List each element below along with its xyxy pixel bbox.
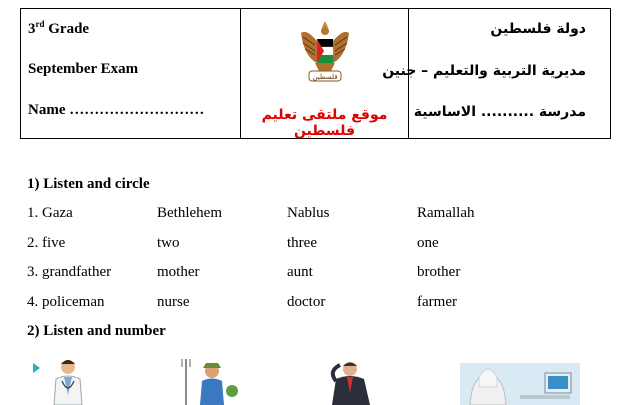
section1-title: 1) Listen and circle [27,176,150,192]
directorate-name: مديرية التربية والتعليم – جنين [382,63,586,79]
word-option[interactable]: Ramallah [417,205,475,221]
name-line: Name ……………………… [28,102,205,118]
header-table [20,8,611,139]
word-option[interactable]: aunt [287,264,313,280]
state-of-palestine: دولة فلسطين [490,21,586,37]
word-option[interactable]: mother [157,264,200,280]
question-row-4 [27,294,587,314]
word-option[interactable]: nurse [157,294,190,310]
section2-title: 2) Listen and number [27,323,166,339]
grade-label: 3rd Grade [28,19,90,37]
pictures-strip [0,355,632,405]
farmer-picture [182,359,238,405]
word-option[interactable]: doctor [287,294,326,310]
palestine-eagle-logo-icon [297,19,353,85]
header-left-cell [21,9,241,138]
question-row-3 [27,264,587,284]
doctor-picture [54,360,82,405]
word-option[interactable]: farmer [417,294,457,310]
question-row-1 [27,205,587,225]
row-number: 2. five [27,235,66,251]
word-option[interactable]: three [287,235,317,251]
logo-text: فلسطين [312,73,338,81]
palestine-flag-shield [317,39,333,63]
question-row-2 [27,235,587,255]
header-right-cell [382,9,610,138]
word-option[interactable]: brother [417,264,461,280]
exam-title: September Exam [28,61,139,77]
row-number: 3. grandfather [27,264,112,280]
businessman-picture [332,362,370,405]
word-option[interactable]: one [417,235,439,251]
row-number: 4. policeman [27,294,105,310]
word-option[interactable]: Nablus [287,205,330,221]
woman-at-computer-picture [460,363,580,405]
word-option[interactable]: Bethlehem [157,205,222,221]
site-name: موقع ملتقى تعليم فلسطين [261,107,388,139]
school-name-line: مدرسة .......... الاساسية [413,104,586,120]
row-number: 1. Gaza [27,205,73,221]
word-option[interactable]: two [157,235,180,251]
